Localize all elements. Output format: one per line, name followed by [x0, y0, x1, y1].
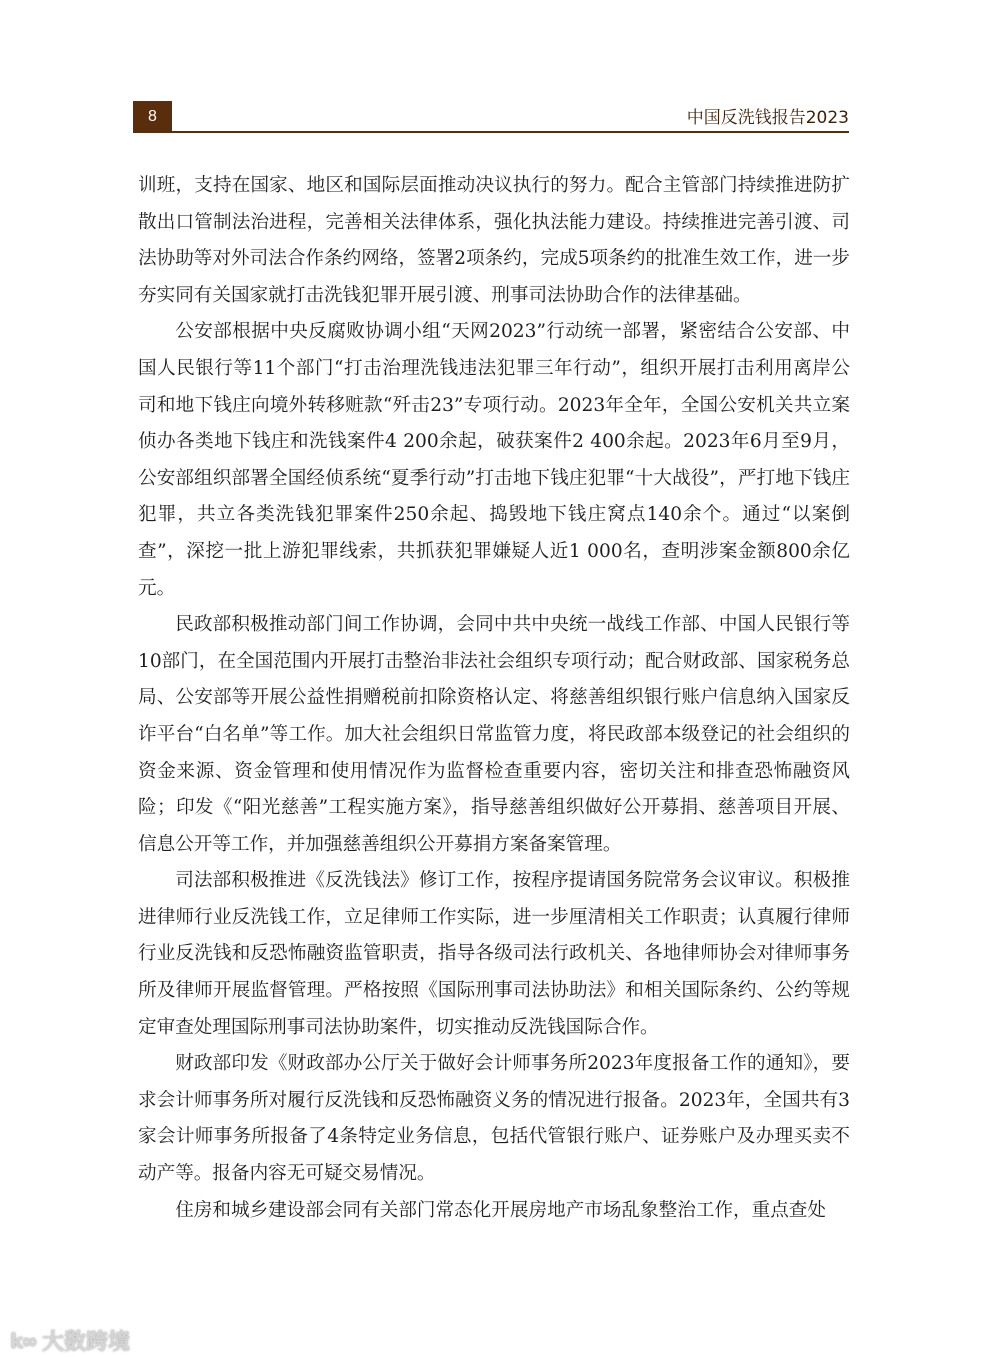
watermark [10, 1325, 130, 1356]
paragraph-continuation: 训班，支持在国家、地区和国际层面推动决议执行的努力。配合主管部门持续推进防扩散出口管制法治进程，完善相关法律体系，强化执法能力建设。持续推进完善引渡、司法协助等对外司法合作条约网络，签署2项条约，完成5项条约的批准生效工作，进一步夯实同有关国家就打击洗钱犯罪开展引渡、刑事司法协助合作的法律基础。 [138, 175, 850, 306]
paragraph-ministry-housing: 住房和城乡建设部会同有关部门常态化开展房地产市场乱象整治工作，重点查处 [175, 1199, 826, 1221]
paragraph-ministry-civil-affairs: 民政部积极推动部门间工作协调，会同中共中央统一战线工作部、中国人民银行等10部门，在全国范围内开展打击整治非法社会组织专项行动；配合财政部、国家税务总局、公安部等开展公益性捐赠税前扣除资格认定、将慈善组织银行账户信息纳入国家反诈平台“白名单”等工作。加大社会组织日常监管力度，将民政部本级登记的社会组织的资金来源、资金管理和使用情况作为监督检查重要内容，密切关注和排查恐怖融资风险；印发《“阳光慈善”工程实施方案》，指导慈善组织做好公开募捐、慈善项目开展、信息公开等工作，并加强慈善组织公开募捐方案备案管理。 [138, 614, 850, 855]
page-header [133, 101, 849, 134]
page-number: 8 [133, 101, 172, 132]
paragraph-ministry-finance: 财政部印发《财政部办公厅关于做好会计师事务所2023年度报备工作的通知》，要求会计师事务所对履行反洗钱和反恐怖融资义务的情况进行报备。2023年，全国共有3家会计师事务所报备了4条特定业务信息，包括代管银行账户、证券账户及办理买卖不动产等。报备内容无可疑交易情况。 [138, 1053, 850, 1185]
header-rule [133, 131, 849, 133]
watermark-logo-icon: k∞ [10, 1328, 36, 1353]
paragraph-ministry-justice: 司法部积极推进《反洗钱法》修订工作，按程序提请国务院常务会议审议。积极推进律师行业反洗钱工作，立足律师工作实际，进一步厘清相关工作职责；认真履行律师行业反洗钱和反恐怖融资监管职责，指导各级司法行政机关、各地律师协会对律师事务所及律师开展监督管理。严格按照《国际刑事司法协助法》和相关国际条约、公约等规定审查处理国际刑事司法协助案件，切实推动反洗钱国际合作。 [138, 870, 850, 1038]
paragraph-ministry-public-security: 公安部根据中央反腐败协调小组“天网2023”行动统一部署，紧密结合公安部、中国人民银行等11个部门“打击治理洗钱违法犯罪三年行动”，组织开展打击利用离岸公司和地下钱庄向境外转移赃款“歼击23”专项行动。2023年全年，全国公安机关共立案侦办各类地下钱庄和洗钱案件4 200余起，破获案件2 400余起。2023年6月至9月，公安部组织部署全国经侦系统“夏季行动”打击地下钱庄犯罪“十大战役”，严打地下钱庄犯罪，共立各类洗钱犯罪案件250余起、捣毁地下钱庄窝点140余个。通过“以案倒查”，深挖一批上游犯罪线索，共抓获犯罪嫌疑人近1 000名，查明涉案金额800余亿元。 [138, 321, 850, 599]
body-text [138, 168, 850, 1229]
running-title: 中国反洗钱报告2023 [686, 108, 849, 128]
watermark-text: 大数跨境 [41, 1330, 130, 1355]
